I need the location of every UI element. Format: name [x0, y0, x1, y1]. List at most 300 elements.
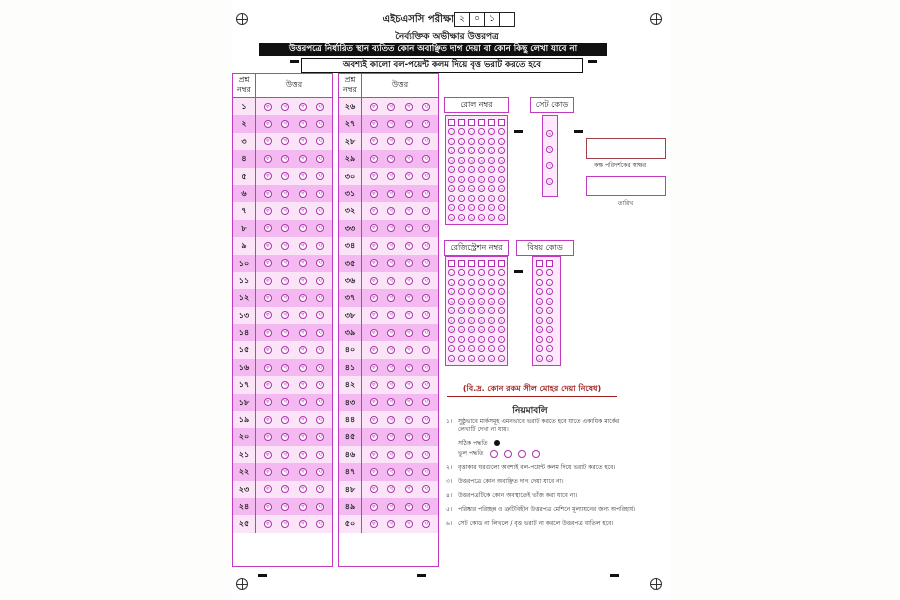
digit-bubble[interactable]: ৯	[478, 355, 485, 362]
digit-bubble[interactable]: ১	[468, 138, 475, 145]
answer-bubble[interactable]: ঘ	[422, 120, 430, 128]
answer-bubble[interactable]: গ	[405, 503, 413, 511]
digit-bubble[interactable]: ১	[478, 279, 485, 286]
answer-bubble[interactable]: ক	[370, 137, 378, 145]
digit-write-box[interactable]	[458, 260, 465, 267]
set-code-bubble[interactable]: গ	[546, 162, 553, 169]
digit-write-box[interactable]	[468, 260, 475, 267]
answer-bubble[interactable]: ক	[370, 329, 378, 337]
digit-bubble[interactable]: ৩	[468, 157, 475, 164]
answer-bubble[interactable]: ক	[264, 224, 272, 232]
digit-bubble[interactable]: ৪	[458, 166, 465, 173]
digit-bubble[interactable]: ০	[536, 269, 543, 276]
answer-bubble[interactable]: ক	[264, 277, 272, 285]
answer-bubble[interactable]: ঘ	[422, 398, 430, 406]
answer-bubble[interactable]: ক	[264, 137, 272, 145]
digit-bubble[interactable]: ৭	[546, 336, 553, 343]
answer-bubble[interactable]: গ	[299, 242, 307, 250]
answer-bubble[interactable]: ঘ	[422, 207, 430, 215]
answer-bubble[interactable]: খ	[387, 346, 395, 354]
digit-bubble[interactable]: ১	[488, 138, 495, 145]
answer-bubble[interactable]: ঘ	[316, 416, 324, 424]
set-code-bubble[interactable]: ঘ	[546, 178, 553, 185]
digit-bubble[interactable]: ৩	[488, 298, 495, 305]
digit-bubble[interactable]: ৮	[478, 204, 485, 211]
answer-bubble[interactable]: খ	[281, 346, 289, 354]
answer-bubble[interactable]: গ	[405, 137, 413, 145]
answer-bubble[interactable]: গ	[405, 207, 413, 215]
answer-bubble[interactable]: গ	[405, 259, 413, 267]
answer-bubble[interactable]: ক	[264, 398, 272, 406]
answer-bubble[interactable]: খ	[281, 329, 289, 337]
answer-bubble[interactable]: গ	[405, 329, 413, 337]
digit-write-box[interactable]	[498, 119, 505, 126]
digit-write-box[interactable]	[448, 260, 455, 267]
digit-bubble[interactable]: ৩	[488, 157, 495, 164]
answer-bubble[interactable]: খ	[387, 398, 395, 406]
answer-bubble[interactable]: খ	[281, 242, 289, 250]
answer-bubble[interactable]: খ	[387, 242, 395, 250]
digit-bubble[interactable]: ৫	[488, 176, 495, 183]
answer-bubble[interactable]: গ	[299, 190, 307, 198]
answer-bubble[interactable]: খ	[281, 294, 289, 302]
answer-bubble[interactable]: ক	[370, 520, 378, 528]
digit-bubble[interactable]: ৫	[468, 176, 475, 183]
digit-bubble[interactable]: ৭	[488, 336, 495, 343]
digit-bubble[interactable]: ৮	[498, 345, 505, 352]
digit-bubble[interactable]: ৩	[546, 298, 553, 305]
digit-bubble[interactable]: ৭	[458, 195, 465, 202]
digit-bubble[interactable]: ৯	[468, 214, 475, 221]
digit-bubble[interactable]: ২	[488, 288, 495, 295]
answer-bubble[interactable]: খ	[387, 520, 395, 528]
answer-bubble[interactable]: খ	[387, 503, 395, 511]
digit-bubble[interactable]: ২	[498, 147, 505, 154]
digit-bubble[interactable]: ৫	[478, 317, 485, 324]
digit-write-box[interactable]	[448, 119, 455, 126]
answer-bubble[interactable]: ক	[264, 468, 272, 476]
year-digit-box[interactable]	[499, 12, 515, 27]
answer-bubble[interactable]: ঘ	[316, 277, 324, 285]
answer-bubble[interactable]: গ	[299, 311, 307, 319]
digit-bubble[interactable]: ৪	[498, 166, 505, 173]
answer-bubble[interactable]: গ	[299, 416, 307, 424]
digit-bubble[interactable]: ৮	[468, 204, 475, 211]
answer-bubble[interactable]: গ	[405, 468, 413, 476]
digit-bubble[interactable]: ২	[458, 147, 465, 154]
digit-bubble[interactable]: ১	[536, 279, 543, 286]
answer-bubble[interactable]: ক	[264, 155, 272, 163]
digit-bubble[interactable]: ৭	[478, 336, 485, 343]
digit-bubble[interactable]: ১	[498, 279, 505, 286]
answer-bubble[interactable]: খ	[387, 416, 395, 424]
answer-bubble[interactable]: খ	[387, 155, 395, 163]
answer-bubble[interactable]: ক	[370, 294, 378, 302]
answer-bubble[interactable]: খ	[281, 503, 289, 511]
answer-bubble[interactable]: গ	[299, 468, 307, 476]
answer-bubble[interactable]: খ	[281, 259, 289, 267]
digit-write-box[interactable]	[546, 260, 553, 267]
digit-bubble[interactable]: ৬	[468, 326, 475, 333]
digit-bubble[interactable]: ১	[458, 138, 465, 145]
answer-bubble[interactable]: ক	[264, 520, 272, 528]
digit-bubble[interactable]: ৪	[448, 166, 455, 173]
answer-bubble[interactable]: ঘ	[316, 103, 324, 111]
answer-bubble[interactable]: খ	[281, 137, 289, 145]
digit-bubble[interactable]: ৫	[488, 317, 495, 324]
answer-bubble[interactable]: খ	[387, 451, 395, 459]
digit-bubble[interactable]: ৮	[448, 204, 455, 211]
digit-bubble[interactable]: ০	[458, 128, 465, 135]
answer-bubble[interactable]: ঘ	[422, 416, 430, 424]
digit-bubble[interactable]: ০	[448, 128, 455, 135]
digit-bubble[interactable]: ৬	[478, 326, 485, 333]
digit-bubble[interactable]: ২	[498, 288, 505, 295]
digit-bubble[interactable]: ৫	[478, 176, 485, 183]
digit-bubble[interactable]: ০	[546, 269, 553, 276]
answer-bubble[interactable]: খ	[387, 103, 395, 111]
answer-bubble[interactable]: গ	[405, 190, 413, 198]
digit-bubble[interactable]: ৯	[498, 214, 505, 221]
answer-bubble[interactable]: ঘ	[316, 346, 324, 354]
digit-bubble[interactable]: ৭	[468, 336, 475, 343]
answer-bubble[interactable]: খ	[387, 433, 395, 441]
answer-bubble[interactable]: ক	[370, 277, 378, 285]
digit-bubble[interactable]: ৫	[536, 317, 543, 324]
answer-bubble[interactable]: ঘ	[316, 520, 324, 528]
digit-bubble[interactable]: ০	[468, 128, 475, 135]
answer-bubble[interactable]: ঘ	[316, 242, 324, 250]
digit-bubble[interactable]: ৬	[498, 185, 505, 192]
year-digit-box[interactable]: ২	[454, 12, 470, 27]
answer-bubble[interactable]: গ	[405, 433, 413, 441]
answer-bubble[interactable]: খ	[281, 155, 289, 163]
digit-bubble[interactable]: ৭	[536, 336, 543, 343]
digit-bubble[interactable]: ১	[448, 279, 455, 286]
digit-bubble[interactable]: ৩	[468, 298, 475, 305]
answer-bubble[interactable]: ক	[264, 451, 272, 459]
answer-bubble[interactable]: খ	[387, 172, 395, 180]
answer-bubble[interactable]: গ	[405, 398, 413, 406]
answer-bubble[interactable]: ঘ	[422, 503, 430, 511]
digit-bubble[interactable]: ৫	[448, 176, 455, 183]
answer-bubble[interactable]: গ	[405, 155, 413, 163]
digit-bubble[interactable]: ৮	[478, 345, 485, 352]
digit-bubble[interactable]: ৯	[458, 355, 465, 362]
answer-bubble[interactable]: ঘ	[316, 137, 324, 145]
digit-bubble[interactable]: ০	[458, 269, 465, 276]
answer-bubble[interactable]: গ	[299, 224, 307, 232]
answer-bubble[interactable]: গ	[405, 346, 413, 354]
digit-bubble[interactable]: ৭	[448, 195, 455, 202]
digit-bubble[interactable]: ২	[478, 288, 485, 295]
answer-bubble[interactable]: ঘ	[316, 224, 324, 232]
answer-bubble[interactable]: ঘ	[422, 277, 430, 285]
digit-bubble[interactable]: ৯	[448, 355, 455, 362]
answer-bubble[interactable]: ঘ	[422, 137, 430, 145]
answer-bubble[interactable]: ঘ	[422, 451, 430, 459]
answer-bubble[interactable]: ক	[264, 103, 272, 111]
digit-write-box[interactable]	[488, 119, 495, 126]
answer-bubble[interactable]: খ	[281, 277, 289, 285]
date-field[interactable]	[586, 176, 666, 196]
answer-bubble[interactable]: ক	[370, 155, 378, 163]
answer-bubble[interactable]: ঘ	[422, 381, 430, 389]
digit-bubble[interactable]: ৯	[546, 355, 553, 362]
answer-bubble[interactable]: ক	[370, 503, 378, 511]
answer-bubble[interactable]: গ	[299, 277, 307, 285]
answer-bubble[interactable]: গ	[299, 433, 307, 441]
digit-bubble[interactable]: ৮	[488, 345, 495, 352]
answer-bubble[interactable]: ঘ	[422, 103, 430, 111]
digit-bubble[interactable]: ৮	[458, 204, 465, 211]
digit-bubble[interactable]: ৪	[468, 307, 475, 314]
answer-bubble[interactable]: ঘ	[316, 155, 324, 163]
digit-bubble[interactable]: ৮	[488, 204, 495, 211]
answer-bubble[interactable]: ক	[370, 364, 378, 372]
digit-bubble[interactable]: ৬	[546, 326, 553, 333]
digit-bubble[interactable]: ৭	[498, 336, 505, 343]
answer-bubble[interactable]: ক	[370, 311, 378, 319]
answer-bubble[interactable]: খ	[387, 224, 395, 232]
digit-bubble[interactable]: ০	[498, 128, 505, 135]
digit-bubble[interactable]: ৯	[536, 355, 543, 362]
answer-bubble[interactable]: ক	[370, 103, 378, 111]
digit-bubble[interactable]: ৫	[498, 176, 505, 183]
digit-bubble[interactable]: ৪	[488, 166, 495, 173]
digit-bubble[interactable]: ৫	[458, 176, 465, 183]
digit-bubble[interactable]: ২	[448, 288, 455, 295]
answer-bubble[interactable]: ক	[370, 451, 378, 459]
digit-bubble[interactable]: ৩	[478, 157, 485, 164]
answer-bubble[interactable]: ক	[370, 207, 378, 215]
answer-bubble[interactable]: খ	[281, 416, 289, 424]
answer-bubble[interactable]: গ	[405, 311, 413, 319]
digit-bubble[interactable]: ০	[468, 269, 475, 276]
answer-bubble[interactable]: ঘ	[316, 311, 324, 319]
answer-bubble[interactable]: ক	[264, 416, 272, 424]
answer-bubble[interactable]: ঘ	[422, 329, 430, 337]
answer-bubble[interactable]: খ	[281, 468, 289, 476]
digit-write-box[interactable]	[488, 260, 495, 267]
year-digit-box[interactable]: ০	[469, 12, 485, 27]
answer-bubble[interactable]: ক	[264, 329, 272, 337]
answer-bubble[interactable]: গ	[299, 364, 307, 372]
digit-bubble[interactable]: ২	[546, 288, 553, 295]
answer-bubble[interactable]: ক	[370, 468, 378, 476]
digit-bubble[interactable]: ১	[458, 279, 465, 286]
answer-bubble[interactable]: গ	[405, 224, 413, 232]
digit-bubble[interactable]: ৫	[448, 317, 455, 324]
answer-bubble[interactable]: গ	[405, 451, 413, 459]
digit-bubble[interactable]: ২	[488, 147, 495, 154]
digit-bubble[interactable]: ৭	[458, 336, 465, 343]
digit-bubble[interactable]: ২	[478, 147, 485, 154]
digit-bubble[interactable]: ৬	[488, 185, 495, 192]
answer-bubble[interactable]: গ	[405, 381, 413, 389]
answer-bubble[interactable]: গ	[299, 451, 307, 459]
digit-bubble[interactable]: ২	[468, 147, 475, 154]
answer-bubble[interactable]: খ	[387, 329, 395, 337]
answer-bubble[interactable]: গ	[299, 329, 307, 337]
answer-bubble[interactable]: খ	[281, 207, 289, 215]
answer-bubble[interactable]: ঘ	[422, 346, 430, 354]
digit-bubble[interactable]: ৮	[448, 345, 455, 352]
digit-bubble[interactable]: ৮	[546, 345, 553, 352]
answer-bubble[interactable]: ক	[370, 416, 378, 424]
digit-bubble[interactable]: ৬	[536, 326, 543, 333]
answer-bubble[interactable]: গ	[299, 346, 307, 354]
answer-bubble[interactable]: ক	[370, 120, 378, 128]
answer-bubble[interactable]: খ	[281, 311, 289, 319]
answer-bubble[interactable]: গ	[299, 503, 307, 511]
answer-bubble[interactable]: খ	[281, 103, 289, 111]
answer-bubble[interactable]: গ	[405, 277, 413, 285]
answer-bubble[interactable]: খ	[387, 120, 395, 128]
year-digit-box[interactable]: ১	[484, 12, 500, 27]
answer-bubble[interactable]: খ	[281, 398, 289, 406]
digit-bubble[interactable]: ৬	[468, 185, 475, 192]
digit-write-box[interactable]	[458, 119, 465, 126]
answer-bubble[interactable]: ঘ	[316, 207, 324, 215]
digit-bubble[interactable]: ৩	[498, 298, 505, 305]
answer-bubble[interactable]: খ	[281, 520, 289, 528]
digit-write-box[interactable]	[498, 260, 505, 267]
digit-bubble[interactable]: ৫	[458, 317, 465, 324]
answer-bubble[interactable]: খ	[387, 207, 395, 215]
answer-bubble[interactable]: খ	[387, 137, 395, 145]
answer-bubble[interactable]: ক	[264, 190, 272, 198]
answer-bubble[interactable]: ঘ	[316, 503, 324, 511]
digit-bubble[interactable]: ০	[448, 269, 455, 276]
digit-bubble[interactable]: ৯	[488, 214, 495, 221]
answer-bubble[interactable]: ক	[370, 190, 378, 198]
answer-bubble[interactable]: ক	[370, 172, 378, 180]
digit-bubble[interactable]: ৬	[458, 185, 465, 192]
answer-bubble[interactable]: ঘ	[316, 364, 324, 372]
answer-bubble[interactable]: ঘ	[422, 485, 430, 493]
answer-bubble[interactable]: ক	[264, 485, 272, 493]
answer-bubble[interactable]: ঘ	[422, 172, 430, 180]
digit-bubble[interactable]: ৫	[468, 317, 475, 324]
digit-bubble[interactable]: ৯	[448, 214, 455, 221]
answer-bubble[interactable]: গ	[299, 172, 307, 180]
digit-write-box[interactable]	[478, 260, 485, 267]
digit-bubble[interactable]: ৯	[468, 355, 475, 362]
digit-bubble[interactable]: ৪	[478, 307, 485, 314]
digit-bubble[interactable]: ০	[498, 269, 505, 276]
answer-bubble[interactable]: ঘ	[422, 224, 430, 232]
answer-bubble[interactable]: ক	[370, 224, 378, 232]
answer-bubble[interactable]: ক	[264, 346, 272, 354]
answer-bubble[interactable]: খ	[387, 468, 395, 476]
answer-bubble[interactable]: ক	[264, 503, 272, 511]
digit-bubble[interactable]: ৯	[478, 214, 485, 221]
digit-bubble[interactable]: ৩	[448, 298, 455, 305]
answer-bubble[interactable]: ঘ	[316, 120, 324, 128]
digit-bubble[interactable]: ১	[488, 279, 495, 286]
answer-bubble[interactable]: গ	[405, 103, 413, 111]
answer-bubble[interactable]: খ	[281, 485, 289, 493]
digit-write-box[interactable]	[536, 260, 543, 267]
digit-bubble[interactable]: ৭	[488, 195, 495, 202]
digit-bubble[interactable]: ১	[546, 279, 553, 286]
digit-bubble[interactable]: ৩	[458, 157, 465, 164]
answer-bubble[interactable]: গ	[299, 120, 307, 128]
answer-bubble[interactable]: গ	[299, 207, 307, 215]
digit-bubble[interactable]: ৭	[498, 195, 505, 202]
answer-bubble[interactable]: খ	[387, 294, 395, 302]
digit-bubble[interactable]: ৯	[498, 355, 505, 362]
digit-bubble[interactable]: ৩	[448, 157, 455, 164]
answer-bubble[interactable]: গ	[299, 103, 307, 111]
answer-bubble[interactable]: ঘ	[422, 468, 430, 476]
digit-bubble[interactable]: ৬	[478, 185, 485, 192]
digit-bubble[interactable]: ২	[536, 288, 543, 295]
answer-bubble[interactable]: ঘ	[422, 433, 430, 441]
digit-write-box[interactable]	[478, 119, 485, 126]
answer-bubble[interactable]: ঘ	[422, 259, 430, 267]
answer-bubble[interactable]: ক	[370, 381, 378, 389]
answer-bubble[interactable]: ক	[264, 120, 272, 128]
answer-bubble[interactable]: খ	[387, 364, 395, 372]
answer-bubble[interactable]: খ	[281, 190, 289, 198]
digit-bubble[interactable]: ৪	[488, 307, 495, 314]
answer-bubble[interactable]: ক	[370, 398, 378, 406]
answer-bubble[interactable]: ঘ	[422, 294, 430, 302]
answer-bubble[interactable]: খ	[281, 433, 289, 441]
answer-bubble[interactable]: ঘ	[422, 242, 430, 250]
digit-bubble[interactable]: ৮	[458, 345, 465, 352]
answer-bubble[interactable]: ক	[370, 433, 378, 441]
answer-bubble[interactable]: গ	[405, 172, 413, 180]
answer-bubble[interactable]: গ	[405, 294, 413, 302]
digit-bubble[interactable]: ০	[488, 269, 495, 276]
answer-bubble[interactable]: গ	[405, 520, 413, 528]
answer-bubble[interactable]: গ	[299, 381, 307, 389]
answer-bubble[interactable]: গ	[299, 294, 307, 302]
digit-bubble[interactable]: ৫	[546, 317, 553, 324]
set-code-bubble[interactable]: ক	[546, 130, 553, 137]
answer-bubble[interactable]: খ	[387, 259, 395, 267]
answer-bubble[interactable]: খ	[281, 120, 289, 128]
digit-bubble[interactable]: ১	[468, 279, 475, 286]
answer-bubble[interactable]: ক	[264, 311, 272, 319]
answer-bubble[interactable]: ঘ	[422, 364, 430, 372]
answer-bubble[interactable]: ঘ	[422, 190, 430, 198]
answer-bubble[interactable]: গ	[299, 259, 307, 267]
digit-bubble[interactable]: ৪	[468, 166, 475, 173]
answer-bubble[interactable]: ঘ	[316, 468, 324, 476]
answer-bubble[interactable]: ঘ	[316, 294, 324, 302]
answer-bubble[interactable]: ঘ	[316, 398, 324, 406]
answer-bubble[interactable]: খ	[281, 451, 289, 459]
digit-bubble[interactable]: ২	[458, 288, 465, 295]
answer-bubble[interactable]: ঘ	[316, 190, 324, 198]
answer-bubble[interactable]: ক	[370, 485, 378, 493]
answer-bubble[interactable]: ঘ	[422, 311, 430, 319]
digit-bubble[interactable]: ৮	[498, 204, 505, 211]
answer-bubble[interactable]: খ	[387, 311, 395, 319]
digit-bubble[interactable]: ৬	[448, 185, 455, 192]
answer-bubble[interactable]: ক	[370, 242, 378, 250]
set-code-bubble[interactable]: খ	[546, 146, 553, 153]
digit-bubble[interactable]: ২	[448, 147, 455, 154]
digit-bubble[interactable]: ৬	[488, 326, 495, 333]
digit-bubble[interactable]: ৪	[536, 307, 543, 314]
answer-bubble[interactable]: খ	[281, 381, 289, 389]
answer-bubble[interactable]: ঘ	[422, 155, 430, 163]
